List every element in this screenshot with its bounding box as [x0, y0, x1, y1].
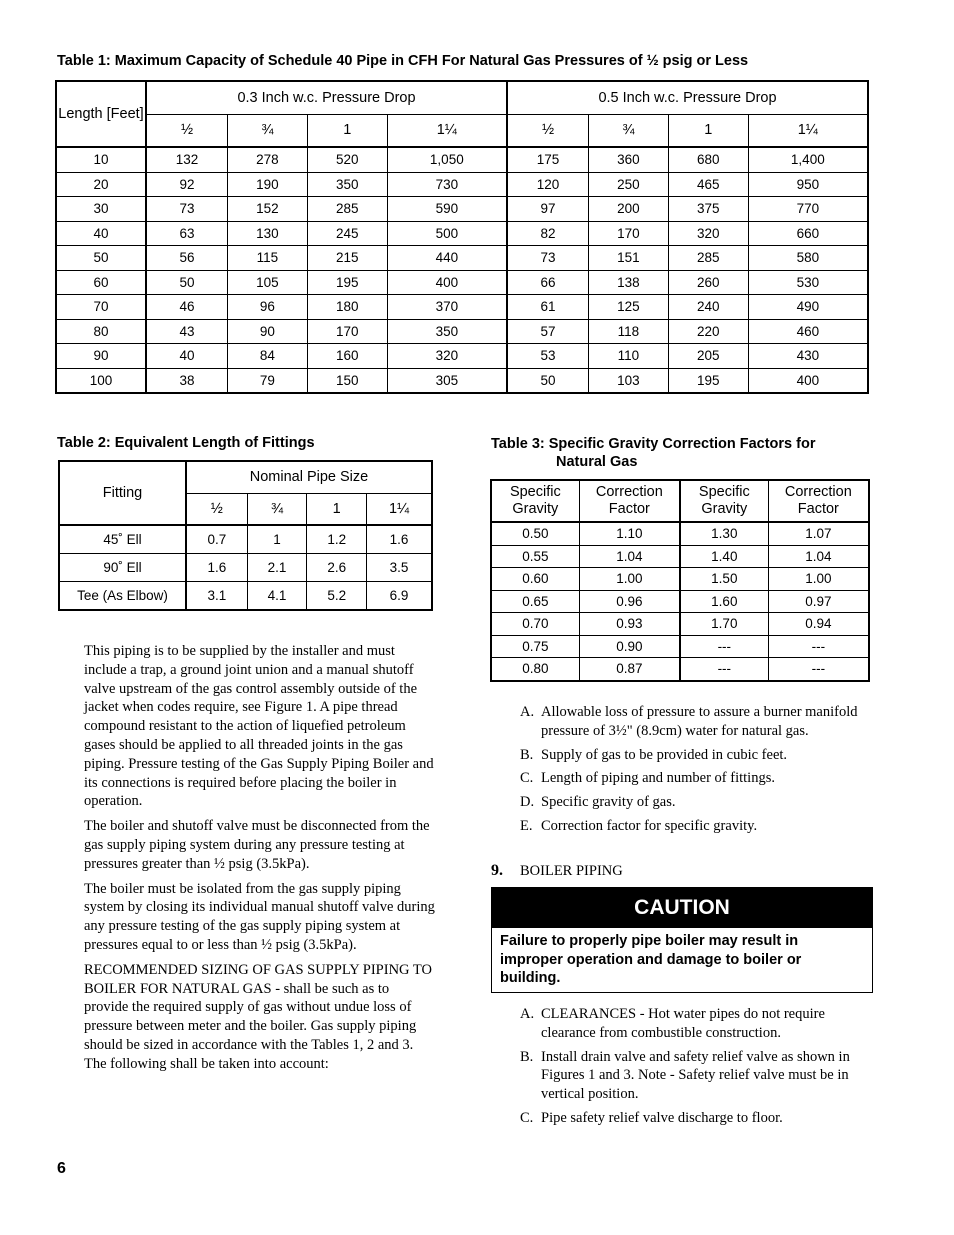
table1-cell: 320 [387, 344, 507, 369]
table3-cell: --- [768, 658, 869, 681]
table1-cell: 138 [589, 270, 669, 295]
table1-cell: 60 [56, 270, 146, 295]
table1-cell: 103 [589, 368, 669, 393]
list-text: Pipe safety relief valve discharge to floor. [541, 1109, 783, 1126]
table1-row [56, 295, 868, 320]
table3-cell: 1.40 [680, 545, 768, 568]
section-number: 9. [491, 862, 503, 879]
body-paragraph: The boiler and shutoff valve must be disconnected from the gas supply piping system during any pressure testing at pressures greater than ½ psig (3.5kPa). [84, 818, 430, 872]
list-letter: E. [520, 817, 533, 834]
table1-cell: 152 [228, 197, 308, 222]
table1-cell: 350 [307, 172, 387, 197]
table1-row [56, 270, 868, 295]
list-item [520, 817, 870, 836]
table1-cell: 285 [307, 197, 387, 222]
table1-cell: 240 [668, 295, 748, 320]
table1-cell: 40 [56, 221, 146, 246]
table1-cell: 250 [589, 172, 669, 197]
body-paragraph: RECOMMENDED SIZING OF GAS SUPPLY PIPING TO BOILER FOR NATURAL GAS - shall be such as to provide the required supply of gas without undue loss of pressure between meter and the boiler. Gas supply piping should be sized in accordance with the Tables 1, 2 and 3. The following shall be taken into account: [84, 961, 432, 1072]
table1-cell: 160 [307, 344, 387, 369]
table1-cell: 770 [748, 197, 868, 222]
table2-cell: 5.2 [307, 582, 367, 611]
table3-cell: 0.70 [491, 613, 579, 636]
table1-row [56, 368, 868, 393]
table2-cell: Tee (As Elbow) [59, 582, 186, 611]
table1-cell: 53 [507, 344, 589, 369]
table2-cell: 6.9 [367, 582, 432, 611]
table2-row [59, 554, 432, 582]
table3-row [491, 545, 869, 568]
list-letter: A. [520, 1006, 535, 1022]
table1-cell: 360 [589, 147, 669, 172]
table1-cell: 82 [507, 221, 589, 246]
table2-size-header: 1¼ [367, 493, 432, 525]
table1-cell: 120 [507, 172, 589, 197]
table1-cell: 105 [228, 270, 308, 295]
table1-cell: 215 [307, 246, 387, 271]
table1-cell: 57 [507, 319, 589, 344]
table1-cell: 205 [668, 344, 748, 369]
table1-cell: 500 [387, 221, 507, 246]
table1-group-header: 0.3 Inch w.c. Pressure Drop [146, 81, 507, 114]
table3-cell: 0.96 [579, 590, 680, 613]
table2-cell: 3.1 [186, 582, 247, 611]
table1-cell: 50 [507, 368, 589, 393]
table3-cell: 1.60 [680, 590, 768, 613]
table3-header: Correction Factor [768, 480, 869, 522]
table1-cell: 43 [146, 319, 228, 344]
table3-cell: --- [768, 635, 869, 658]
table1-cell: 220 [668, 319, 748, 344]
caution-box [491, 887, 873, 993]
page-number: 6 [57, 1160, 66, 1177]
table2-cell: 3.5 [367, 554, 432, 582]
table1-cell: 260 [668, 270, 748, 295]
list-item [520, 1048, 870, 1104]
table1-cell: 132 [146, 147, 228, 172]
table1-cell: 63 [146, 221, 228, 246]
table1-cell: 130 [228, 221, 308, 246]
list-letter: B. [520, 746, 534, 763]
list-text: Correction factor for specific gravity. [541, 817, 758, 834]
table1-cell: 90 [56, 344, 146, 369]
table3-row [491, 590, 869, 613]
table1-cell: 100 [56, 368, 146, 393]
table1-cell: 200 [589, 197, 669, 222]
table3-title-line: Table 3: Specific Gravity Correction Factors for [491, 436, 816, 452]
table1-cell: 50 [146, 270, 228, 295]
table2-cell: 1.6 [367, 525, 432, 554]
table1-cell: 400 [387, 270, 507, 295]
table1-cell: 73 [507, 246, 589, 271]
table1 [55, 80, 869, 394]
table1-cell: 20 [56, 172, 146, 197]
table1-cell: 170 [589, 221, 669, 246]
table1-cell: 10 [56, 147, 146, 172]
table2-cell: 4.1 [247, 582, 307, 611]
table3-cell: 1.50 [680, 568, 768, 591]
table2-fitting-header: Fitting [59, 461, 186, 525]
table1-size-header: 1 [668, 114, 748, 147]
list-text: Install drain valve and safety relief valve as shown in Figures 1 and 3. Note - Safety relief valve must be in vertical position. [541, 1048, 850, 1103]
table2-nominal-header: Nominal Pipe Size [186, 461, 432, 493]
table1-cell: 118 [589, 319, 669, 344]
table3-cell: --- [680, 658, 768, 681]
table1-title: Table 1: Maximum Capacity of Schedule 40 Pipe in CFH For Natural Gas Pressures of ½ psig or Less [57, 53, 749, 69]
table2-cell: 90˚ Ell [59, 554, 186, 582]
section-title: BOILER PIPING [520, 863, 623, 879]
list-item [520, 793, 870, 812]
table1-cell: 430 [748, 344, 868, 369]
body-paragraph: The boiler must be isolated from the gas supply piping system by closing its individual manual shutoff valve during any pressure testing of the gas supply piping system at pressures equal to or less than ½ psig (3.5kPa). [84, 880, 435, 953]
table1-cell: 520 [307, 147, 387, 172]
table1-cell: 180 [307, 295, 387, 320]
table3-row [491, 635, 869, 658]
table1-cell: 278 [228, 147, 308, 172]
list-item [520, 746, 870, 765]
table1-row [56, 246, 868, 271]
table3-cell: --- [680, 635, 768, 658]
table3-title-line: Natural Gas [556, 454, 638, 470]
table1-cell: 84 [228, 344, 308, 369]
body-text [84, 642, 436, 1080]
caution-label: CAUTION [492, 888, 872, 928]
table2-cell: 2.6 [307, 554, 367, 582]
table1-cell: 285 [668, 246, 748, 271]
table2-size-header: 1 [307, 493, 367, 525]
table3-cell: 0.97 [768, 590, 869, 613]
table2-cell: 2.1 [247, 554, 307, 582]
table1-cell: 580 [748, 246, 868, 271]
table1-cell: 50 [56, 246, 146, 271]
list-text: CLEARANCES - Hot water pipes do not require clearance from combustible construction. [541, 1006, 825, 1041]
table1-cell: 660 [748, 221, 868, 246]
table1-cell: 370 [387, 295, 507, 320]
table1-cell: 79 [228, 368, 308, 393]
table3-cell: 1.04 [768, 545, 869, 568]
table1-cell: 92 [146, 172, 228, 197]
table2-row [59, 582, 432, 611]
list-letter: A. [520, 704, 535, 720]
table3-row [491, 568, 869, 591]
table3-cell: 0.75 [491, 635, 579, 658]
table3-row [491, 613, 869, 636]
table1-group-header: 0.5 Inch w.c. Pressure Drop [507, 81, 868, 114]
table2 [58, 460, 433, 611]
list-item [520, 769, 870, 788]
table1-row [56, 221, 868, 246]
table2-cell: 1.6 [186, 554, 247, 582]
list-letter: D. [520, 794, 535, 811]
section-heading [491, 862, 623, 880]
list-item [520, 1109, 870, 1128]
table1-cell: 90 [228, 319, 308, 344]
table3-cell: 0.80 [491, 658, 579, 681]
table1-cell: 490 [748, 295, 868, 320]
table1-cell: 950 [748, 172, 868, 197]
table3-cell: 0.93 [579, 613, 680, 636]
table1-row [56, 344, 868, 369]
table3-cell: 0.90 [579, 635, 680, 658]
table1-cell: 38 [146, 368, 228, 393]
table1-size-header: ½ [146, 114, 228, 147]
table1-size-header: ½ [507, 114, 589, 147]
table3-cell: 0.60 [491, 568, 579, 591]
table1-length-header: Length [Feet] [56, 81, 146, 147]
table3-header: Correction Factor [579, 480, 680, 522]
list-text: Length of piping and number of fittings. [541, 770, 775, 787]
table1-cell: 305 [387, 368, 507, 393]
table1-cell: 30 [56, 197, 146, 222]
table3-cell: 1.70 [680, 613, 768, 636]
body-paragraph: This piping is to be supplied by the installer and must include a trap, a ground joint union and a manual shutoff valve upstream of the gas control assembly outside of the jacket when codes require, see Figure 1. A pipe thread compound resistant to the action of liquefied petroleum gases should be applied to all threaded joints in the gas piping. Pressure testing of the Gas Supply Piping Boiler and its connections is required before placing the boiler in operation. [84, 643, 434, 810]
table1-row [56, 147, 868, 172]
table1-cell: 730 [387, 172, 507, 197]
table1-cell: 530 [748, 270, 868, 295]
table1-size-header: 1¼ [748, 114, 868, 147]
table1-size-header: ¾ [228, 114, 308, 147]
table1-cell: 110 [589, 344, 669, 369]
table1-cell: 80 [56, 319, 146, 344]
list-letter: C. [520, 770, 534, 787]
table2-size-header: ¾ [247, 493, 307, 525]
table1-cell: 195 [307, 270, 387, 295]
table3-header: Specific Gravity [680, 480, 768, 522]
table1-row [56, 172, 868, 197]
table1-cell: 66 [507, 270, 589, 295]
table3-cell: 1.04 [579, 545, 680, 568]
table1-row [56, 197, 868, 222]
list-letter: B. [520, 1048, 534, 1065]
table1-cell: 61 [507, 295, 589, 320]
table1-cell: 440 [387, 246, 507, 271]
table3-cell: 1.00 [579, 568, 680, 591]
table1-cell: 1,050 [387, 147, 507, 172]
table1-cell: 151 [589, 246, 669, 271]
table1-cell: 175 [507, 147, 589, 172]
table3-row [491, 658, 869, 681]
table1-cell: 170 [307, 319, 387, 344]
sizing-factors-list [520, 703, 870, 841]
table2-cell: 1 [247, 525, 307, 554]
table1-cell: 350 [387, 319, 507, 344]
table1-size-header: ¾ [589, 114, 669, 147]
table1-cell: 460 [748, 319, 868, 344]
table3-title [491, 435, 815, 471]
table2-cell: 45˚ Ell [59, 525, 186, 554]
table3-cell: 1.00 [768, 568, 869, 591]
list-text: Allowable loss of pressure to assure a burner manifold pressure of 3½" (8.9cm) water for natural gas. [541, 704, 858, 739]
table2-title: Table 2: Equivalent Length of Fittings [57, 435, 315, 451]
table3-cell: 0.65 [491, 590, 579, 613]
table1-cell: 46 [146, 295, 228, 320]
table1-cell: 375 [668, 197, 748, 222]
table3-cell: 1.30 [680, 522, 768, 545]
table2-cell: 0.7 [186, 525, 247, 554]
list-item [520, 703, 870, 741]
table1-size-header: 1 [307, 114, 387, 147]
table3-row [491, 522, 869, 545]
table1-cell: 115 [228, 246, 308, 271]
table1-cell: 70 [56, 295, 146, 320]
list-text: Specific gravity of gas. [541, 794, 676, 811]
table1-cell: 190 [228, 172, 308, 197]
table1-cell: 680 [668, 147, 748, 172]
table1-cell: 1,400 [748, 147, 868, 172]
table1-cell: 320 [668, 221, 748, 246]
table3-cell: 1.07 [768, 522, 869, 545]
table1-cell: 150 [307, 368, 387, 393]
table1-cell: 97 [507, 197, 589, 222]
table3-cell: 0.94 [768, 613, 869, 636]
list-letter: C. [520, 1109, 534, 1126]
caution-message: Failure to properly pipe boiler may result in improper operation and damage to boiler or building. [500, 933, 802, 986]
table2-size-header: ½ [186, 493, 247, 525]
table1-cell: 400 [748, 368, 868, 393]
table1-cell: 245 [307, 221, 387, 246]
table1-cell: 590 [387, 197, 507, 222]
list-item [520, 1005, 870, 1043]
table2-row [59, 525, 432, 554]
table1-size-header: 1¼ [387, 114, 507, 147]
table1-cell: 56 [146, 246, 228, 271]
table3-header: Specific Gravity [491, 480, 579, 522]
table1-cell: 125 [589, 295, 669, 320]
table1-row [56, 319, 868, 344]
table3-cell: 1.10 [579, 522, 680, 545]
table1-cell: 195 [668, 368, 748, 393]
table3 [490, 479, 870, 682]
list-text: Supply of gas to be provided in cubic feet. [541, 746, 788, 763]
table2-cell: 1.2 [307, 525, 367, 554]
table1-cell: 96 [228, 295, 308, 320]
table1-cell: 465 [668, 172, 748, 197]
piping-list [520, 1005, 870, 1133]
table3-cell: 0.55 [491, 545, 579, 568]
table1-cell: 40 [146, 344, 228, 369]
table3-cell: 0.50 [491, 522, 579, 545]
table3-cell: 0.87 [579, 658, 680, 681]
table1-cell: 73 [146, 197, 228, 222]
